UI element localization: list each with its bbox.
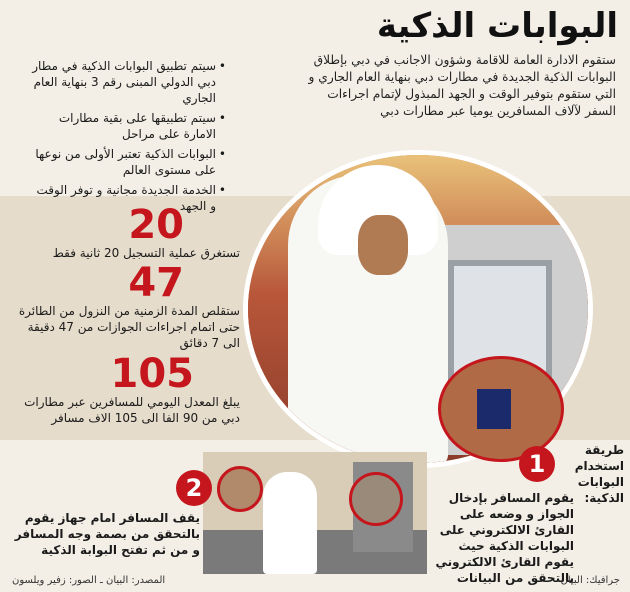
passport-reader-inset — [438, 356, 564, 462]
stat-number: 105 — [110, 351, 194, 397]
step-1-text: يقوم المسافر بإدخال الجواز و وضعه على القارئ الالكتروني على البوابات الذكية حيث يقوم القارئ الالكتروني بالتحقق من البيانات — [435, 491, 574, 585]
stat-number: 20 — [128, 202, 184, 248]
traveler-figure — [263, 472, 317, 574]
stat-text: ستقلص المدة الزمنية من النزول من الطائرة حتى اتمام اجراءات الجوازات من 47 دقيقة الى 7 دقائق — [18, 304, 240, 350]
list-item: • سيتم تطبيقها على بقية مطارات الامارة على مراحل — [30, 110, 226, 142]
page-title: البوابات الذكية — [376, 6, 618, 46]
facts-list — [30, 58, 226, 218]
step-1-badge: 1 — [519, 446, 555, 482]
list-item: • سيتم تطبيق البوابات الذكية في مطار دبي الدولي المبنى رقم 3 بنهاية العام الجاري — [30, 58, 226, 106]
list-item: • البوابات الذكية تعتبر الأولى من نوعها على مستوى العالم — [30, 146, 226, 178]
graphic-credit: جرافيك: البيان — [560, 575, 620, 586]
face-highlight — [217, 466, 263, 512]
step-2-badge: 2 — [176, 470, 212, 506]
source-credit: المصدر: البيان ـ الصور: زفير ويلسون — [12, 575, 166, 586]
step-2-text: يقف المسافر امام جهاز يقوم بالتحقق من بصمة وجه المسافر و من ثم تفتح البوابة الذكية — [14, 511, 200, 557]
traveler-face — [358, 215, 408, 275]
list-item: • الخدمة الجديدة مجانية و توفر الوقت و الجهد — [30, 182, 226, 214]
intro-paragraph: ستقوم الادارة العامة للاقامة وشؤون الاجانب في دبي بإطلاق البوابات الذكية الجديدة في مطارات دبي بنهاية العام الجاري و التي ستقوم بتوفير الوقت و الجهد المبذول لإتمام اجراءات السفر لآلاف المسافرين يوميا عبر مطارات دبي — [308, 53, 616, 118]
stat-daily-passengers — [10, 351, 240, 426]
face-scan-photo — [203, 452, 427, 574]
stat-number: 47 — [128, 260, 184, 306]
passport-icon — [477, 389, 511, 429]
stat-time-reduction — [10, 260, 240, 351]
stat-text: يبلغ المعدل اليومي للمسافرين عبر مطارات دبي من 90 الفا الى 105 الاف مسافر — [24, 395, 240, 425]
stat-text: تستغرق عملية التسجيل 20 ثانية فقط — [52, 246, 240, 260]
scanner-highlight — [349, 472, 403, 526]
method-label: طريقة استخدام البوابات الذكية: — [574, 443, 624, 505]
stat-registration-time — [10, 202, 240, 261]
